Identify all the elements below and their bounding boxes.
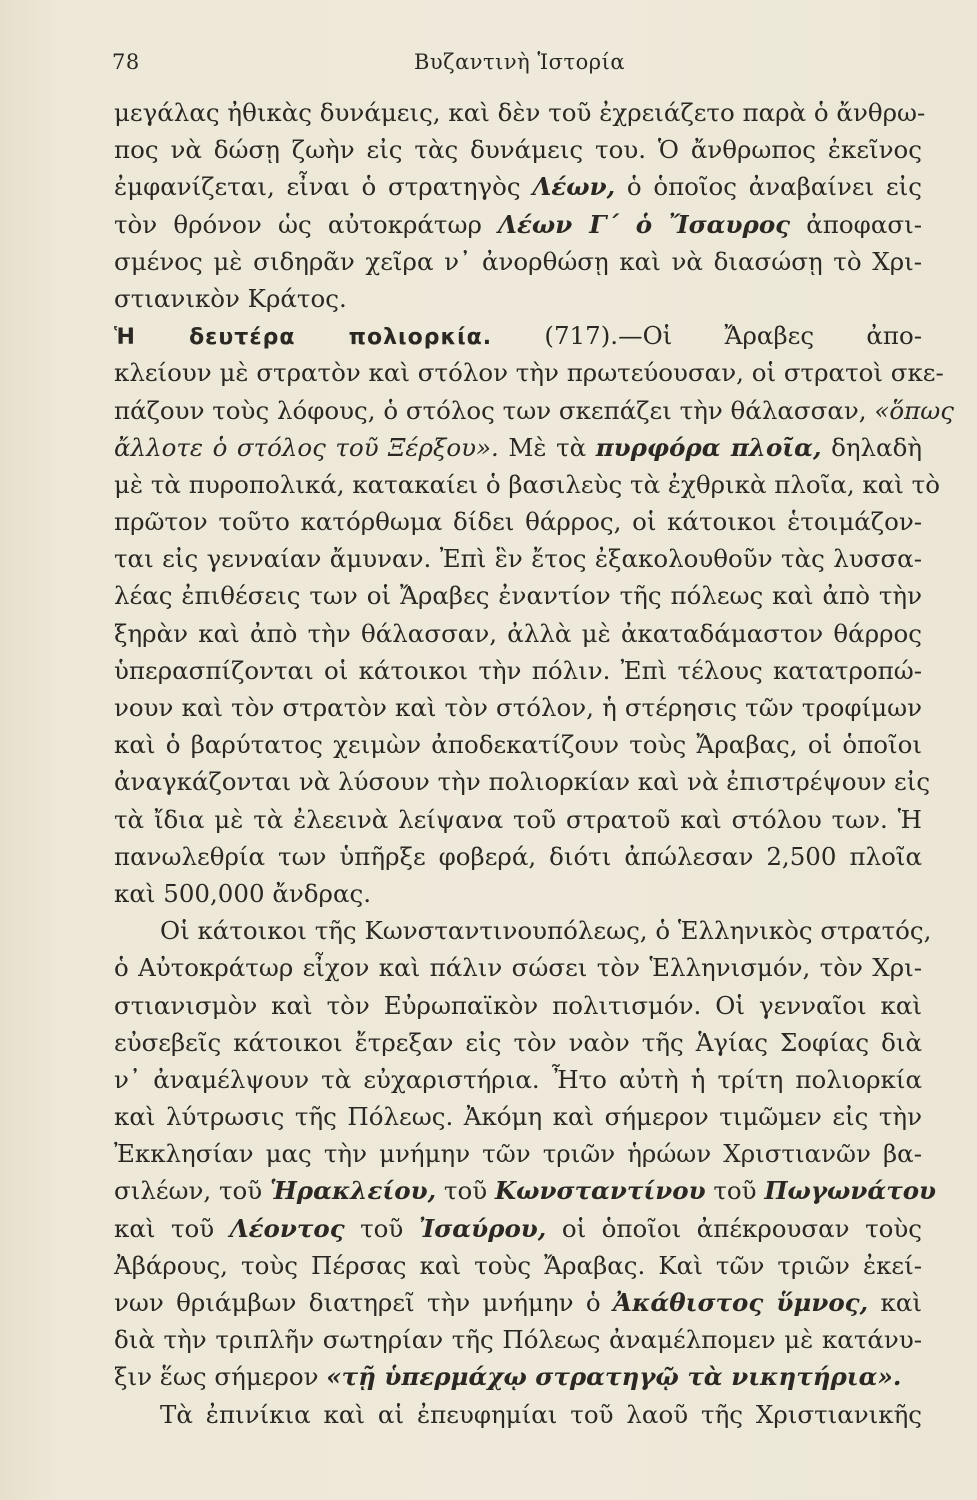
text-run: πος νὰ δώσῃ ζωὴν εἰς τὰς δυνάμεις του. Ὁ ἄνθρωπος ἐκεῖνος (114, 135, 922, 165)
text-line (114, 652, 922, 689)
text-line (114, 1172, 937, 1209)
text-run: πάζουν τοὺς λόφους, ὁ στόλος των σκεπάζει τὴν θάλασσαν, (114, 395, 875, 425)
text-line (114, 1321, 922, 1358)
text-line (114, 912, 932, 949)
body-text (114, 94, 954, 1433)
text-line (114, 987, 922, 1024)
emphasis-run: Ἡρακλείου, (269, 1176, 437, 1206)
emphasis-run: «τῇ ὑπερμάχῳ στρατηγῷ τὰ νικητήρια». (326, 1362, 902, 1392)
text-line (114, 801, 922, 838)
emphasis-run: Πωγωνάτου (764, 1176, 937, 1206)
text-run: μεγάλας ἠθικὰς δυνάμεις, καὶ δὲν τοῦ ἐχρειάζετο παρὰ ὁ ἄνθρω- (114, 98, 926, 127)
text-run: σιλέων, τοῦ (114, 1176, 270, 1206)
emphasis-run: Λέων, (532, 172, 616, 202)
text-run: καὶ ὁ βαρύτατος χειμὼν ἀποδεκατίζουν τοὺς Ἄραβας, οἱ ὁποῖοι (114, 730, 922, 760)
text-line (114, 503, 922, 540)
text-line (114, 429, 922, 466)
emphasis-run: Λέων Γ΄ ὁ Ἴσαυρος (498, 209, 791, 239)
text-run: Οἱ κάτοικοι τῆς Κωνσταντινουπόλεως, ὁ Ἑλληνικὸς στρατός, (160, 916, 932, 946)
text-line (114, 1098, 922, 1135)
text-run: δηλαδὴ (821, 432, 922, 462)
text-line (114, 243, 922, 280)
text-line (114, 131, 922, 168)
text-line (114, 1284, 922, 1321)
text-run: Ἀβάρους, τοὺς Πέρσας καὶ τοὺς Ἄραβας. Καὶ τῶν τριῶν ἐκεί- (114, 1250, 922, 1280)
text-run: τοῦ (705, 1176, 765, 1206)
text-run: καὶ τοῦ (114, 1213, 230, 1243)
text-line (114, 615, 922, 652)
text-line (114, 466, 940, 503)
emphasis-run: Λέοντος (229, 1213, 345, 1243)
text-run: εὐσεβεῖς κάτοικοι ἔτρεξαν εἰς τὸν ναὸν τῆς Ἁγίας Σοφίας διὰ (114, 1027, 922, 1057)
emphasis-run: πυρφόρα πλοῖα, (595, 432, 822, 462)
emphasis-run: Ἰσαύρου, (418, 1213, 547, 1243)
text-run: ν᾽ ἀναμέλψουν τὰ εὐχαριστήρια. Ἦτο αὐτὴ ἡ τρίτη πολιορκία (114, 1064, 922, 1094)
section-heading: Ἡ δευτέρα πολιορκία. (114, 325, 493, 351)
text-line (114, 1135, 922, 1172)
text-run: ὁ Αὐτοκράτωρ εἶχον καὶ πάλιν σώσει τὸν Ἑλληνισμόν, τὸν Χρι- (114, 953, 922, 983)
text-line (114, 1024, 922, 1061)
text-run: καὶ λύτρωσις τῆς Πόλεως. Ἀκόμη καὶ σήμερον τιμῶμεν εἰς τὴν (114, 1102, 922, 1132)
text-run: καὶ (868, 1288, 922, 1317)
text-run: τοῦ (436, 1176, 495, 1206)
text-line (114, 392, 954, 429)
text-run: (717).—Οἱ Ἄραβες ἀπο- (492, 321, 923, 351)
text-line (114, 354, 944, 391)
text-line (114, 1061, 922, 1098)
text-line (114, 94, 926, 131)
emphasis-run: «ὅπως (874, 395, 954, 425)
text-line (114, 949, 922, 986)
text-line (114, 689, 922, 726)
text-run: νουν καὶ τὸν στρατὸν καὶ τὸν στόλον, ἡ στέρησις τῶν τροφίμων (114, 693, 922, 722)
text-line (114, 1396, 922, 1433)
emphasis-run: Ἀκάθιστος ὕμνος, (613, 1288, 869, 1317)
running-head (112, 50, 927, 86)
text-run: Τὰ ἐπινίκια καὶ αἱ ἐπευφημίαι τοῦ λαοῦ τῆς Χριστιανικῆς (160, 1399, 922, 1429)
text-run: Μὲ τὰ (498, 432, 596, 462)
text-run: πανωλεθρία των ὑπῆρξε φοβερά, διότι ἀπώλεσαν 2,500 πλοῖα (114, 841, 922, 871)
text-run: ὑπερασπίζονται οἱ κάτοικοι τὴν πόλιν. Ἐπὶ τέλους κατατροπώ- (114, 655, 922, 685)
text-run: ὁ ὁποῖος ἀναβαίνει εἰς (615, 172, 922, 202)
text-run: ται εἰς γενναίαν ἄμυναν. Ἐπὶ ἓν ἔτος ἐξακολουθοῦν τὰς λυσσα- (114, 544, 922, 574)
text-line (114, 1247, 922, 1284)
text-run: ἀποφασι- (790, 209, 922, 239)
text-run: τὰ ἴδια μὲ τὰ ἐλεεινὰ λείψανα τοῦ στρατοῦ καὶ στόλου των. Ἡ (114, 804, 922, 834)
text-run: καὶ 500,000 ἄνδρας. (114, 878, 371, 908)
text-run: λέας ἐπιθέσεις των οἱ Ἄραβες ἐναντίον τῆς πόλεως καὶ ἀπὸ τὴν (114, 581, 922, 611)
text-line (114, 1358, 922, 1395)
page-number: 78 (112, 50, 140, 74)
text-line (114, 1210, 922, 1247)
text-line (114, 838, 922, 875)
text-run: ἐμφανίζεται, εἶναι ὁ στρατηγὸς (114, 172, 533, 202)
text-run: κλείουν μὲ στρατὸν καὶ στόλον τὴν πρωτεύουσαν, οἱ στρατοὶ σκε- (114, 358, 944, 388)
text-run: νων θριάμβων διατηρεῖ τὴν μνήμην ὁ (114, 1288, 614, 1317)
text-line (114, 577, 922, 614)
text-run: στιανικὸν Κράτος. (114, 283, 347, 313)
text-run: τοῦ (344, 1213, 419, 1243)
text-run: πρῶτον τοῦτο κατόρθωμα δίδει θάρρος, οἱ κάτοικοι ἑτοιμάζον- (114, 507, 922, 537)
text-line (114, 540, 922, 577)
text-run: ἀναγκάζονται νὰ λύσουν τὴν πολιορκίαν καὶ νὰ ἐπιστρέψουν εἰς (114, 767, 931, 797)
text-run: ξιν ἕως σήμερον (114, 1362, 327, 1392)
text-run: ξηρὰν καὶ ἀπὸ τὴν θάλασσαν, ἀλλὰ μὲ ἀκαταδάμαστον θάρρος (114, 618, 922, 648)
text-run: σμένος μὲ σιδηρᾶν χεῖρα ν᾽ ἀνορθώσῃ καὶ νὰ διασώσῃ τὸ Χρι- (114, 246, 922, 276)
text-line (114, 317, 922, 354)
text-run: διὰ τὴν τριπλῆν σωτηρίαν τῆς Πόλεως ἀναμέλπομεν μὲ κατάνυ- (114, 1325, 922, 1355)
text-line (114, 280, 922, 317)
text-run: μὲ τὰ πυροπολικά, κατακαίει ὁ βασιλεὺς τὰ ἐχθρικὰ πλοῖα, καὶ τὸ (114, 469, 940, 499)
running-title: Βυζαντινὴ Ἱστορία (413, 50, 625, 74)
text-run: οἱ ὁποῖοι ἀπέκρουσαν τοὺς (546, 1213, 922, 1243)
text-run: Ἐκκλησίαν μας τὴν μνήμην τῶν τριῶν ἡρώων Χριστιανῶν βα- (114, 1139, 922, 1169)
emphasis-run: ἄλλοτε ὁ στόλος τοῦ Ξέρξου». (114, 432, 499, 462)
text-run: στιανισμὸν καὶ τὸν Εὐρωπαϊκὸν πολιτισμόν. Οἱ γενναῖοι καὶ (114, 990, 922, 1020)
text-line (114, 763, 931, 800)
text-line (114, 726, 922, 763)
text-line (114, 168, 922, 205)
text-line (114, 875, 922, 912)
text-line (114, 206, 922, 243)
text-run: τὸν θρόνον ὡς αὐτοκράτωρ (114, 209, 499, 239)
emphasis-run: Κωνσταντίνου (494, 1176, 706, 1206)
